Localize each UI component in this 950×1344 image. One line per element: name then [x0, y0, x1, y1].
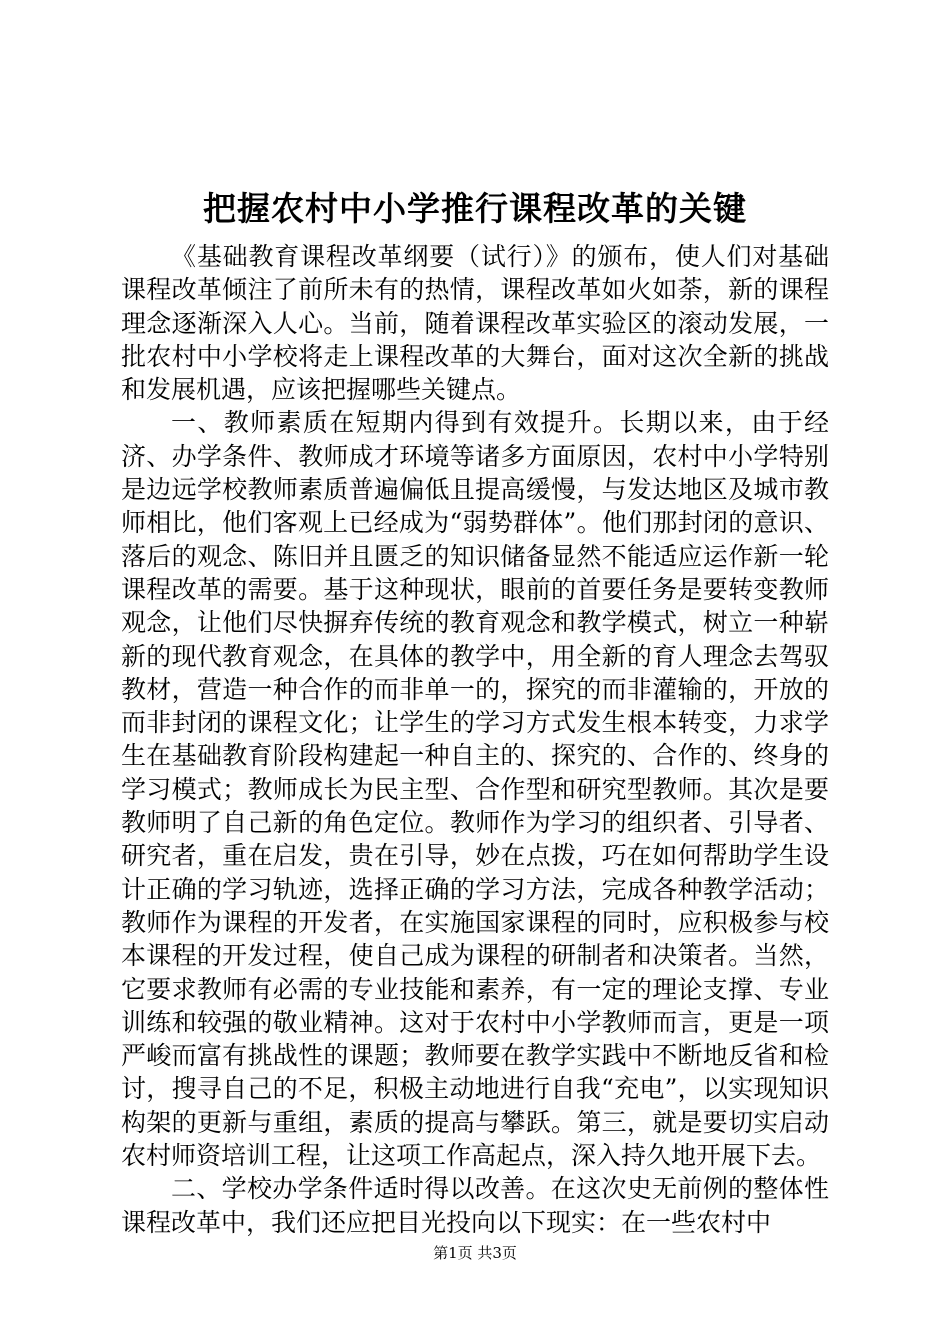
- document-title: 把握农村中小学推行课程改革的关键: [203, 189, 747, 228]
- paragraph-teacher-quality: 一、教师素质在短期内得到有效提升。长期以来，由于经济、办学条件、教师成才环境等诸多方面原因，农村中小学特别是边远学校教师素质普遍偏低且提高缓慢，与发达地区及城市教师相比，他们客观上已经成为“弱势群体”。他们那封闭的意识、落后的观念、陈旧并且匮乏的知识储备显然不能适应运作新一轮课程改革的需要。基于这种现状，眼前的首要任务是要转变教师观念，让他们尽快摒弃传统的教育观念和教学模式，树立一种崭新的现代教育观念，在具体的教学中，用全新的育人理念去驾驭教材，营造一种合作的而非单一的，探究的而非灌输的，开放的而非封闭的课程文化；让学生的学习方式发生根本转变，力求学生在基础教育阶段构建起一种自主的、探究的、合作的、终身的学习模式；教师成长为民主型、合作型和研究型教师。其次是要教师明了自己新的角色定位。教师作为学习的组织者、引导者、研究者，重在启发，贵在引导，妙在点拨，巧在如何帮助学生设计正确的学习轨迹，选择正确的学习方法，完成各种教学活动；教师作为课程的开发者，在实施国家课程的同时，应积极参与校本课程的开发过程，使自己成为课程的研制者和决策者。当然，它要求教师有必需的专业技能和素养，有一定的理论支撑、专业训练和较强的敬业精神。这对于农村中小学教师而言，更是一项严峻而富有挑战性的课题；教师要在教学实践中不断地反省和检讨，搜寻自己的不足，积极主动地进行自我“充电”，以实现知识构架的更新与重组，素质的提高与攀跃。第三，就是要切实启动农村师资培训工程，让这项工作高起点，深入持久地开展下去。: [121, 408, 829, 1171]
- paragraph-intro: 《基础教育课程改革纲要（试行）》的颁布，使人们对基础课程改革倾注了前所未有的热情，课程改革如火如荼，新的课程理念逐渐深入人心。当前，随着课程改革实验区的滚动发展，一批农村中小学校将走上课程改革的大舞台，面对这次全新的挑战和发展机遇，应该把握哪些关键点。: [121, 242, 829, 405]
- document-body: [121, 240, 829, 1239]
- paragraph-school-conditions: 二、学校办学条件适时得以改善。在这次史无前例的整体性课程改革中，我们还应把目光投向以下现实：在一些农村中: [121, 1174, 829, 1237]
- page-number-footer: 第1页 共3页: [433, 1244, 517, 1262]
